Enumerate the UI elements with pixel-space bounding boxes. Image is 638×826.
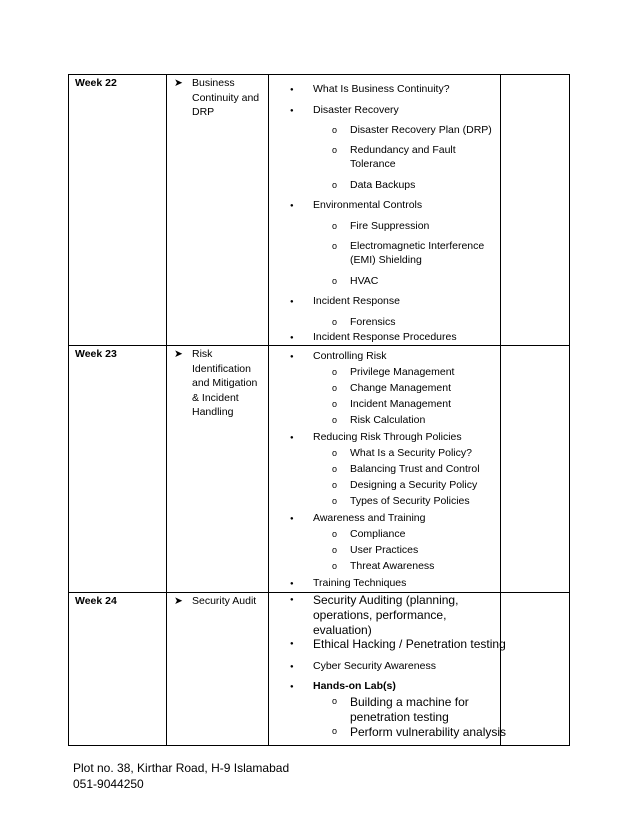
bullet-item: ● Disaster Recovery bbox=[313, 104, 399, 116]
week-label: Week 22 bbox=[75, 77, 117, 89]
sub-bullet-item: o Risk Calculation bbox=[350, 414, 425, 426]
sub-bullet-item: o Change Management bbox=[350, 382, 451, 394]
sub-bullet-item: o Redundancy and Fault bbox=[350, 144, 456, 156]
bullet-item: evaluation) bbox=[313, 623, 372, 637]
bullet-item: ● Ethical Hacking / Penetration testing bbox=[313, 637, 506, 651]
content-cell bbox=[269, 593, 507, 746]
sub-bullet-item: o Building a machine for bbox=[350, 695, 469, 709]
content-list bbox=[269, 346, 500, 591]
bullet-item: operations, performance, bbox=[313, 608, 447, 622]
sub-bullet-item: o Privilege Management bbox=[350, 366, 454, 378]
week-row bbox=[69, 75, 570, 346]
bullet-item: ● Environmental Controls bbox=[313, 199, 422, 211]
week-cell bbox=[69, 75, 167, 346]
bullet-item: ● What Is Business Continuity? bbox=[313, 83, 450, 95]
remarks-cell bbox=[501, 346, 570, 593]
content-list bbox=[269, 75, 500, 344]
footer bbox=[73, 760, 289, 792]
bullet-item: ● Hands-on Lab(s) bbox=[313, 680, 396, 692]
sub-bullet-item: (EMI) Shielding bbox=[350, 254, 422, 266]
sub-bullet-item: o Designing a Security Policy bbox=[350, 479, 477, 491]
topic-label: Security Audit bbox=[192, 595, 257, 607]
sub-bullet-item: o Forensics bbox=[350, 316, 396, 328]
week-label: Week 23 bbox=[75, 348, 117, 360]
course-outline-table bbox=[68, 74, 570, 746]
arrow-bullet-icon: ➤ bbox=[174, 77, 183, 89]
arrow-bullet-icon: ➤ bbox=[174, 595, 183, 607]
sub-bullet-item: o Data Backups bbox=[350, 179, 415, 191]
topic-cell bbox=[167, 593, 269, 746]
sub-bullet-item: o User Practices bbox=[350, 544, 418, 556]
arrow-bullet-icon: ➤ bbox=[174, 348, 183, 360]
sub-bullet-item: o Perform vulnerability analysis bbox=[350, 725, 506, 739]
week-cell bbox=[69, 346, 167, 593]
content-cell bbox=[269, 75, 501, 346]
sub-bullet-item: o Disaster Recovery Plan (DRP) bbox=[350, 124, 492, 136]
sub-bullet-item: o Types of Security Policies bbox=[350, 495, 470, 507]
bullet-item: ● Cyber Security Awareness bbox=[313, 660, 436, 672]
week-row bbox=[69, 346, 570, 593]
week-label: Week 24 bbox=[75, 595, 117, 607]
sub-bullet-item: o Fire Suppression bbox=[350, 220, 429, 232]
remarks-cell bbox=[501, 593, 570, 746]
bullet-item: ● Security Auditing (planning, bbox=[313, 593, 458, 607]
sub-bullet-item: o Balancing Trust and Control bbox=[350, 463, 480, 475]
footer-phone: 051-9044250 bbox=[73, 777, 144, 791]
bullet-item: ● Training Techniques bbox=[313, 577, 406, 589]
footer-address: Plot no. 38, Kirthar Road, H-9 Islamabad bbox=[73, 761, 290, 775]
sub-bullet-item: o Incident Management bbox=[350, 398, 451, 410]
content-cell bbox=[269, 346, 501, 593]
topic-cell bbox=[167, 346, 269, 593]
topic-cell bbox=[167, 75, 269, 346]
sub-bullet-item: Tolerance bbox=[350, 158, 396, 170]
sub-bullet-item: o What Is a Security Policy? bbox=[350, 447, 472, 459]
week-cell bbox=[69, 593, 167, 746]
topic-label: Business Continuity and DRP bbox=[192, 77, 260, 118]
bullet-item: ● Awareness and Training bbox=[313, 512, 425, 524]
content-list bbox=[269, 593, 507, 744]
sub-bullet-item: o HVAC bbox=[350, 275, 378, 287]
bullet-item: ● Incident Response bbox=[313, 295, 400, 307]
sub-bullet-item: o Threat Awareness bbox=[350, 560, 434, 572]
topic-label: Risk Identification and Mitigation & Incident Handling bbox=[192, 348, 258, 418]
week-row bbox=[69, 593, 570, 746]
sub-bullet-item: penetration testing bbox=[350, 710, 449, 724]
bullet-item: ● Reducing Risk Through Policies bbox=[313, 431, 462, 443]
remarks-cell bbox=[501, 75, 570, 346]
bullet-item: ● Controlling Risk bbox=[313, 350, 387, 362]
sub-bullet-item: o Electromagnetic Interference bbox=[350, 240, 484, 252]
sub-bullet-item: o Compliance bbox=[350, 528, 405, 540]
bullet-item: ● Incident Response Procedures bbox=[313, 331, 457, 343]
